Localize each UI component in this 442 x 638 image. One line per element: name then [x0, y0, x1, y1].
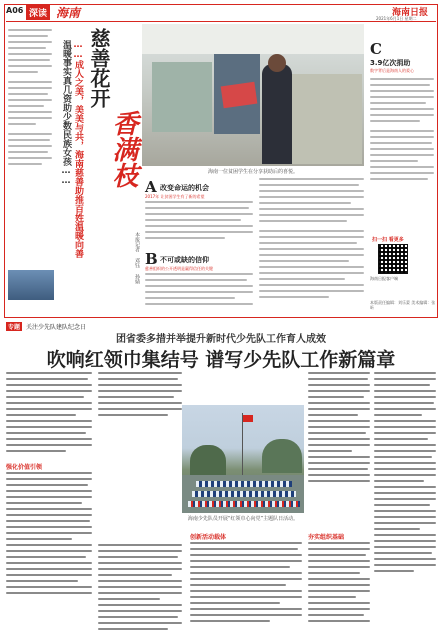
- section-b-quote: 慈善组织的公开透明是赢得信任的关键: [145, 266, 213, 271]
- article-mid-column-2: [98, 544, 182, 630]
- page-label: A06: [6, 6, 24, 15]
- feature-middle-column: [259, 178, 364, 298]
- feature-title-part1: 慈善花开: [87, 28, 111, 108]
- feature-subtitle-vertical: ……成人之美，美美与共，海南慈善助推百姓温暖向善: [73, 40, 83, 258]
- section-c-quote: 数字背后是海南人的爱心: [370, 68, 414, 73]
- section-label-badge: 深读: [26, 5, 50, 20]
- article-sub-c: 夯实组织基础: [308, 534, 345, 541]
- section-a-title: 改变命运的机会: [160, 184, 209, 192]
- article-center-column: [190, 542, 302, 622]
- editor-note: 本版责任编辑：刘乐蒙 美术编辑：张昕: [370, 300, 436, 310]
- article-sub-b: 创新活动载体: [190, 534, 227, 541]
- section-a-quote: 2017年 让贫困学生有了新的希望: [145, 194, 205, 199]
- section-c-letter: C: [370, 40, 382, 58]
- brand-left: 海南: [56, 6, 81, 20]
- section-a-letter: A: [145, 178, 157, 196]
- article-photo: [182, 405, 304, 513]
- article-col-5: [374, 372, 436, 572]
- article-col-4: [308, 372, 370, 482]
- feature-intro-vertical: 温暖事实真几资助少数民族女孩……: [61, 40, 71, 186]
- article-headline: 吹响红领巾集结号 谱写少先队工作新篇章: [46, 349, 396, 371]
- article-photo-caption: 海南少先队员开展“红领巾心向党”主题队日活动。: [187, 516, 299, 522]
- topic-tag: 专题: [8, 324, 21, 331]
- qr-title: 扫一扫 看更多: [372, 237, 404, 243]
- article-sub-a: 强化价值引领: [6, 464, 43, 471]
- article-kicker: 团省委多措并举提升新时代少先队工作育人成效: [116, 334, 326, 345]
- qr-note: 海南日报客户端: [370, 276, 398, 281]
- qr-code[interactable]: [378, 244, 408, 274]
- feature-photo: [142, 24, 364, 166]
- left-column-photo: [8, 270, 54, 300]
- section-c-title: 3.9亿次捐助: [370, 59, 411, 67]
- article-left-column-2: [6, 472, 92, 594]
- date-line: 2021年6月1日 星期二: [376, 16, 417, 21]
- section-a-body: [145, 201, 253, 239]
- section-b-letter: B: [145, 250, 158, 268]
- feature-photo-caption: 海南一位贫困学生在分享获助后的喜悦。: [207, 169, 298, 175]
- masthead: 海南日报: [392, 8, 429, 18]
- section-b-title: 不可或缺的信仰: [160, 256, 209, 264]
- article-col-4b: [308, 542, 370, 622]
- feature-byline: 本报记者 邓钰 孙婧: [134, 232, 140, 284]
- section-c-body: [370, 78, 434, 180]
- section-b-body: [145, 273, 253, 305]
- topic-tag-text: 关注少先队建队纪念日: [26, 324, 87, 331]
- feature-title-part2: 香满枝: [108, 110, 138, 188]
- article-left-column: [6, 372, 92, 452]
- header-rule: [6, 21, 436, 22]
- left-column-text: [8, 26, 54, 276]
- article-mid-column: [98, 372, 182, 416]
